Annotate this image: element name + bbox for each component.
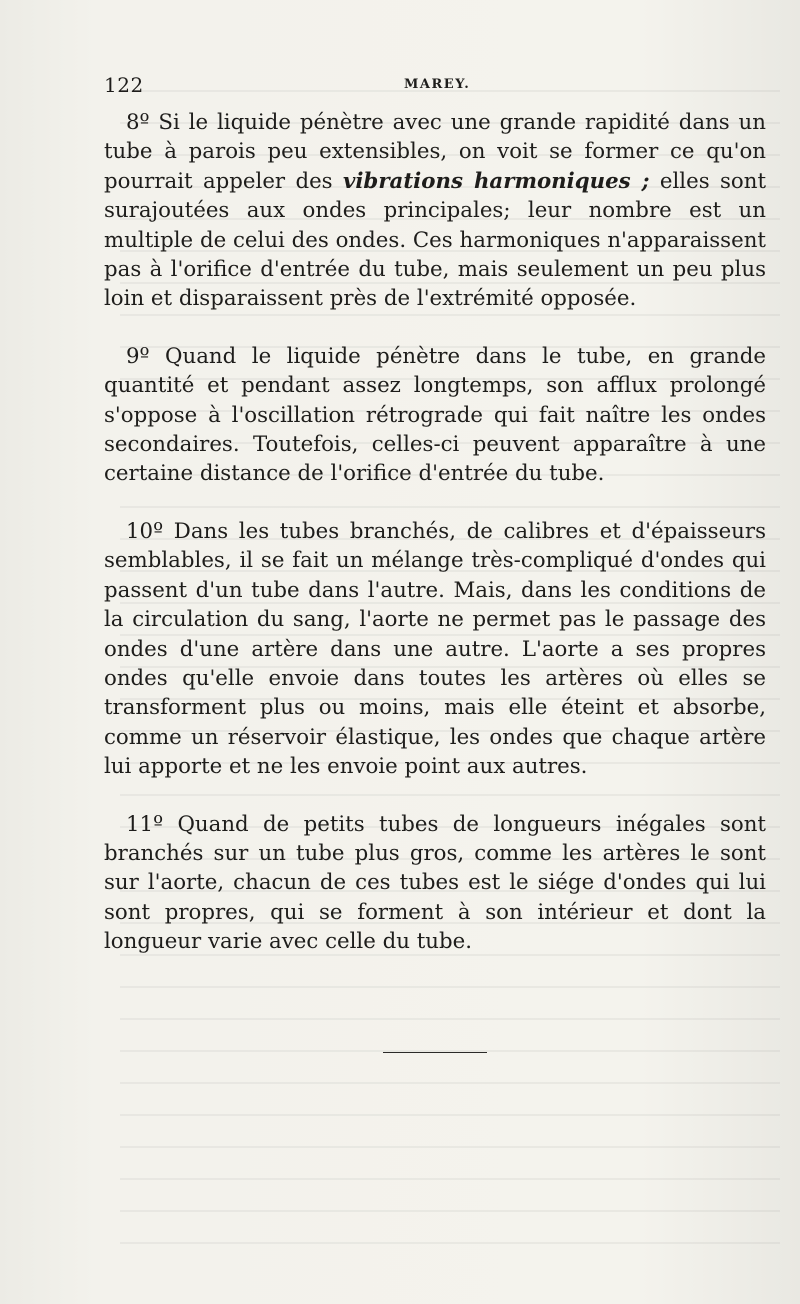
paragraph-8-text-after: elles sont surajoutées aux ondes principales; leur nombre est un multiple de celui des ondes. Ces harmoniques n'apparaissent pas à l'orifice d'entrée du tube, mais seulement un peu plus loin et disparaissent près de l'extrémité opposée. xyxy=(104,168,767,312)
paragraph-8 xyxy=(104,108,766,314)
paragraph-11: 11º Quand de petits tubes de longueurs inégales sont branchés sur un tube plus gros, comme les artères le sont sur l'aorte, chacun de ces tubes est le siége d'ondes qui lui sont propres, qui se forment à son intérieur et dont la longueur varie avec celle du tube. xyxy=(104,811,766,955)
paragraph-9: 9º Quand le liquide pénètre dans le tube, en grande quantité et pendant assez longtemps, son afflux prolongé s'oppose à l'oscillation rétrograde qui fait naître les ondes secondaires. Toutefois, celles-ci peuvent apparaître à une certaine distance de l'orifice d'entrée du tube. xyxy=(104,343,766,487)
paragraph-8-text: 8º Si le liquide pénètre avec une grande rapidité dans un tube à parois peu extensibles, on voit se former ce qu'on pourrait appeler des xyxy=(104,110,766,194)
page-header xyxy=(104,73,764,101)
running-head: MAREY. xyxy=(404,77,471,92)
section-end-rule xyxy=(383,1052,487,1053)
page-number: 122 xyxy=(104,73,144,97)
paragraph-8-term: vibrations harmoniques ; xyxy=(342,168,650,194)
paragraph-10: 10º Dans les tubes branchés, de calibres et d'épaisseurs semblables, il se fait un mélange très-compliqué d'ondes qui passent d'un tube dans l'autre. Mais, dans les conditions de la circulation du sang, l'aorte ne permet pas le passage des ondes d'une artère dans une autre. L'aorte a ses propres ondes qu'elle envoie dans toutes les artères où elles se transforment plus ou moins, mais elle éteint et absorbe, comme un réservoir élastique, les ondes que chaque artère lui apporte et ne les envoie point aux autres. xyxy=(104,518,766,780)
body-text xyxy=(104,108,766,957)
